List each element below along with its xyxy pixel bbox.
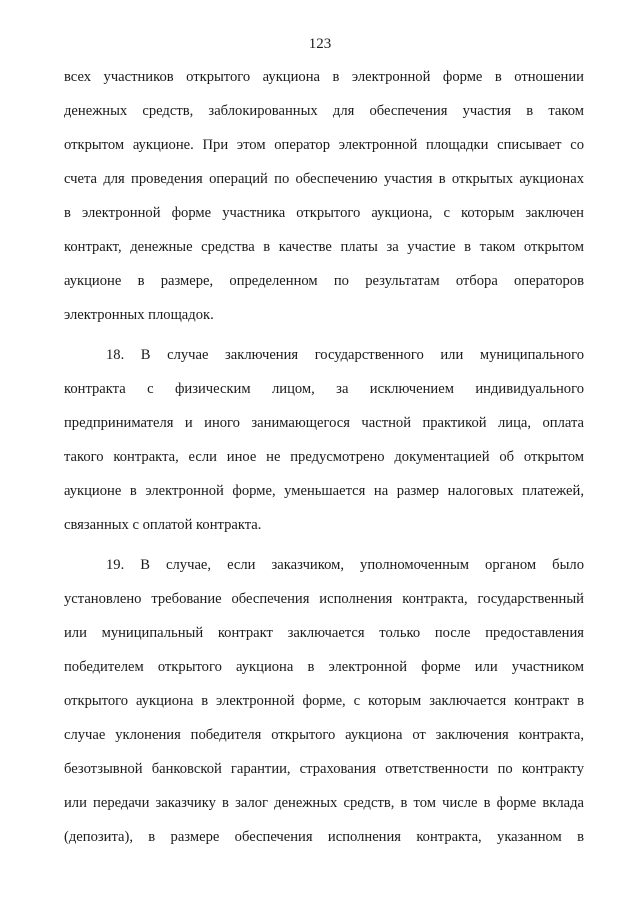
text-line: денежных средств, заблокированных для обеспечения участия в таком <box>64 103 584 119</box>
paragraph-19 <box>64 548 584 854</box>
text-line: счета для проведения операций по обеспечению участия в открытых аукционах <box>64 171 584 187</box>
text-line: 19. В случае, если заказчиком, уполномоченным органом было <box>106 557 584 573</box>
text-line: такого контракта, если иное не предусмотрено документацией об открытом <box>64 449 584 465</box>
text-line: или передачи заказчику в залог денежных средств, в том числе в форме вклада <box>64 795 584 811</box>
text-line: контракта с физическим лицом, за исключением индивидуального <box>64 381 584 397</box>
text-line: или муниципальный контракт заключается только после предоставления <box>64 625 584 641</box>
text-line: аукционе в электронной форме, уменьшается на размер налоговых платежей, <box>64 483 584 499</box>
text-line: связанных с оплатой контракта. <box>64 517 262 533</box>
body-text <box>64 60 584 854</box>
text-line: в электронной форме участника открытого аукциона, с которым заключен <box>64 205 584 221</box>
text-line: открытого аукциона в электронной форме, с которым заключается контракт в <box>64 693 584 709</box>
paragraph-continuation <box>64 60 584 332</box>
text-line: открытом аукционе. При этом оператор электронной площадки списывает со <box>64 137 584 153</box>
text-line: всех участников открытого аукциона в электронной форме в отношении <box>64 69 584 85</box>
text-line: предпринимателя и иного занимающегося частной практикой лица, оплата <box>64 415 584 431</box>
paragraph-18 <box>64 338 584 542</box>
text-line: (депозита), в размере обеспечения исполнения контракта, указанном в <box>64 829 584 845</box>
text-line: электронных площадок. <box>64 307 214 323</box>
text-line: установлено требование обеспечения исполнения контракта, государственный <box>64 591 584 607</box>
text-line: случае уклонения победителя открытого аукциона от заключения контракта, <box>64 727 584 743</box>
text-line: безотзывной банковской гарантии, страхования ответственности по контракту <box>64 761 584 777</box>
text-line: 18. В случае заключения государственного или муниципального <box>106 347 584 363</box>
text-line: контракт, денежные средства в качестве платы за участие в таком открытом <box>64 239 584 255</box>
text-line: победителем открытого аукциона в электронной форме или участником <box>64 659 584 675</box>
page-number: 123 <box>308 36 332 52</box>
text-line: аукционе в размере, определенном по результатам отбора операторов <box>64 273 584 289</box>
